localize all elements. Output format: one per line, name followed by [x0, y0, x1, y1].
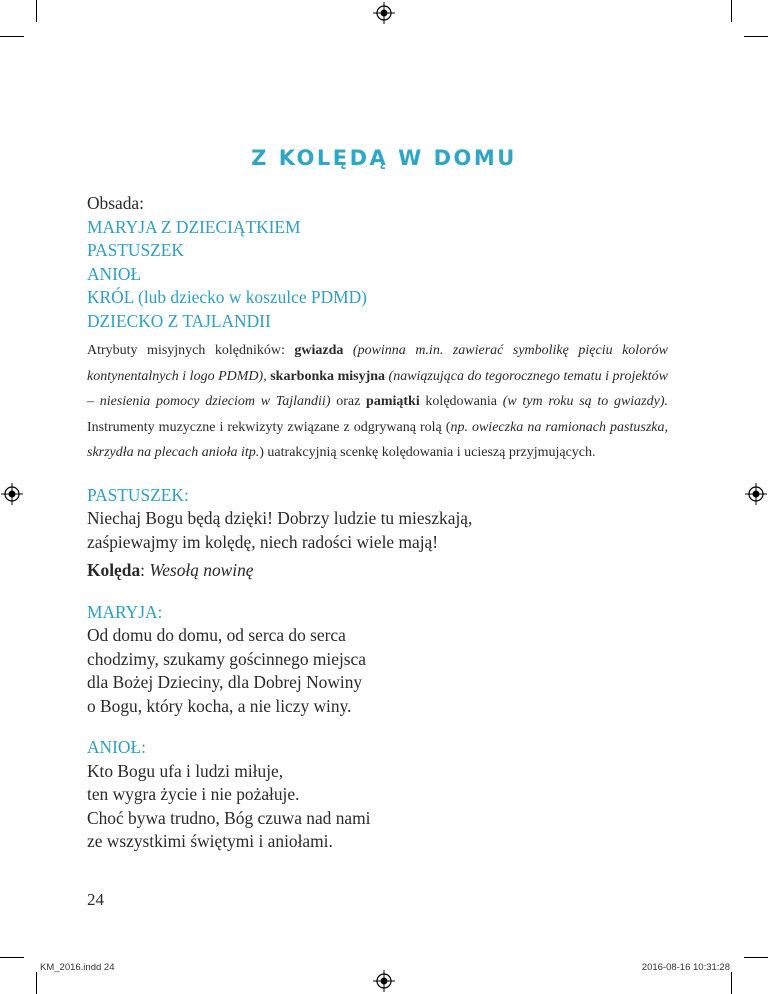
dialogue-line: zaśpiewajmy im kolędę, niech radości wiele mają! [87, 531, 439, 552]
dialogue-section-maryja [87, 601, 668, 719]
dialogue-line: dla Bożej Dzieciny, dla Dobrej Nowiny [87, 672, 363, 692]
text-run: Instrumenty muzyczne i rekwizyty związane z odgrywaną rolą ( [87, 419, 451, 435]
script-content [87, 192, 668, 854]
dialogue-line: Niechaj Bogu będą dzięki! Dobrzy ludzie tu mieszkają, [87, 508, 473, 528]
dialogue-line: Od domu do domu, od serca do serca [87, 625, 346, 645]
crop-mark [744, 957, 768, 958]
crop-mark [0, 36, 24, 37]
italic-run: (nawiązująca do tegorocznego tematu i projektów – niesienia pomocy dzieciom w Tajlandii) [87, 368, 668, 409]
slug-timestamp: 2016-08-16 10:31:28 [641, 962, 730, 973]
crop-mark [731, 972, 732, 994]
cast-label: Obsada: [87, 193, 144, 213]
attributes-paragraph [87, 338, 668, 466]
crop-mark [744, 36, 768, 37]
carol-line [87, 559, 668, 583]
text-run: Atrybuty misyjnych kolędników: [87, 343, 295, 358]
dialogue-line: chodzimy, szukamy gościnnego miejsca [87, 648, 366, 669]
dialogue-section-aniol [87, 736, 668, 854]
dialogue-line: ze wszystkimi świętymi i aniołami. [87, 831, 333, 851]
carol-name: Wesołą nowinę [149, 560, 254, 580]
text-run: oraz [330, 394, 367, 409]
text-run: kolędowania [419, 394, 503, 409]
cast-list [87, 216, 668, 334]
cast-item: ANIOŁ [87, 263, 142, 284]
carol-label: Kolęda [87, 560, 141, 580]
crop-mark [731, 0, 732, 22]
italic-run: np. owieczka na ramionach pastuszka, skrzydła na plecach anioła itp. [87, 419, 668, 460]
bold-run: gwiazda [294, 343, 344, 358]
cast-item: DZIECKO Z TAJLANDII [87, 310, 271, 331]
cast-item: KRÓL (lub dziecko w koszulce PDMD) [87, 287, 367, 307]
registration-mark-icon [745, 483, 767, 505]
cast-item: PASTUSZEK [87, 240, 184, 260]
dialogue-section-pastuszek [87, 484, 668, 555]
dialogue-line: o Bogu, który kocha, a nie liczy winy. [87, 695, 352, 716]
crop-mark [36, 972, 37, 994]
crop-mark [36, 0, 37, 22]
dialogue-line: ten wygra życie i nie pożałuje. [87, 784, 300, 804]
italic-run: (powinna m.in. zawierać symbolikę pięciu kolorów kontynentalnych i logo PDMD), [87, 343, 668, 384]
slug-filename: KM_2016.indd 24 [40, 962, 115, 973]
bold-run: pamiątki [366, 394, 420, 409]
dialogue-line: Choć bywa trudno, Bóg czuwa nad nami [87, 807, 371, 828]
registration-mark-icon [373, 2, 395, 24]
italic-run: (w tym roku są to gwiazdy). [502, 394, 669, 409]
speaker-name: MARYJA: [87, 601, 163, 622]
registration-mark-icon [1, 483, 23, 505]
cast-item: MARYJA Z DZIECIĄTKIEM [87, 216, 301, 237]
carol-separator: : [140, 560, 150, 580]
page-title: Z KOLĘDĄ W DOMU [251, 146, 517, 170]
dialogue-line: Kto Bogu ufa i ludzi miłuje, [87, 760, 284, 781]
bold-run: skarbonka misyjna [270, 368, 386, 384]
speaker-name: PASTUSZEK: [87, 484, 189, 505]
registration-mark-icon [373, 970, 395, 992]
speaker-name: ANIOŁ: [87, 737, 146, 757]
text-run: ) uatrakcyjnią scenkę kolędowania i ucieszą przyjmujących. [259, 445, 596, 460]
page-number: 24 [87, 890, 104, 909]
crop-mark [0, 957, 24, 958]
